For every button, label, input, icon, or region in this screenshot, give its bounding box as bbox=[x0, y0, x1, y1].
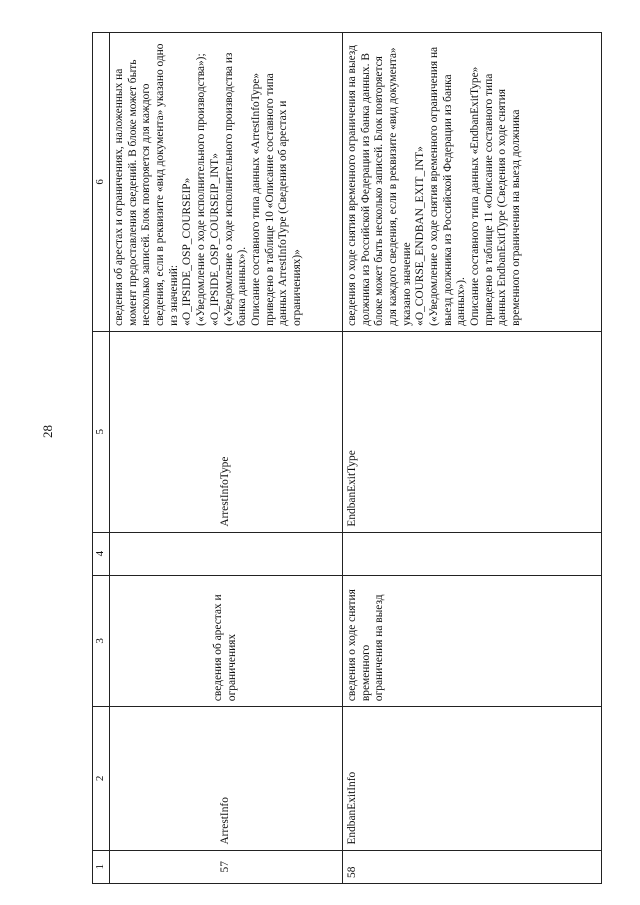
row-number: 58 bbox=[342, 850, 601, 883]
element-type: ArrestInfoType bbox=[110, 331, 343, 532]
row-number: 57 bbox=[110, 850, 343, 883]
header-row bbox=[93, 33, 110, 884]
table-row bbox=[110, 33, 343, 884]
header-col-2: 2 bbox=[93, 707, 110, 850]
element-type: EndbanExitType bbox=[342, 331, 601, 532]
element-name: ArrestInfo bbox=[110, 707, 343, 850]
element-required bbox=[110, 532, 343, 575]
element-note: сведения об арестах и ограничениях, наложенных на момент предоставления сведений. В блоке может быть несколько записей. Блок повторяется для каждого сведения, если в реквизите «вид документа» указано одно из значений: «O_IPSIDE_OSP_COURSEIP» («Уведомление о ходе исполнительного производства»); «O_IPSIDE_OSP_COURSEIP_INT» («Уведомление о ходе исполнительного производства из банка данных»). Описание составного типа данных «ArrestInfoType» приведено в таблице 10 «Описание составного типа данных ArrestInfoType (Сведения об арестах и ограничениях)» bbox=[110, 33, 343, 332]
header-col-1: 1 bbox=[93, 850, 110, 883]
element-required bbox=[342, 532, 601, 575]
page-number: 28 bbox=[40, 425, 55, 438]
element-note: сведения о ходе снятия временного ограничения на выезд должника из Российской Федерации из банка данных. В блоке может быть несколько записей. Блок повторяется для каждого сведения, если в реквизите «вид документа» указано значение «O_COURSE_ENDBAN_EXIT_INT» («Уведомление о ходе снятия временного ограничения на выезд должника из Российской Федерации из банка данных»). Описание составного типа данных «EndbanExitType» приведено в таблице 11 «Описание составного типа данных EndbanExitType (Сведения о ходе снятия временного ограничения на выезд должника bbox=[342, 33, 601, 332]
header-col-4: 4 bbox=[93, 532, 110, 575]
element-description: сведения об арестах и ограничениях bbox=[110, 575, 343, 706]
element-description: сведения о ходе снятия временного ограничения на выезд bbox=[342, 575, 601, 706]
header-col-5: 5 bbox=[93, 331, 110, 532]
header-col-6: 6 bbox=[93, 33, 110, 332]
elements-table bbox=[92, 32, 602, 884]
document-table-rotated bbox=[92, 32, 602, 884]
header-col-3: 3 bbox=[93, 575, 110, 706]
table-row bbox=[342, 33, 601, 884]
element-name: EndbanExitInfo bbox=[342, 707, 601, 850]
